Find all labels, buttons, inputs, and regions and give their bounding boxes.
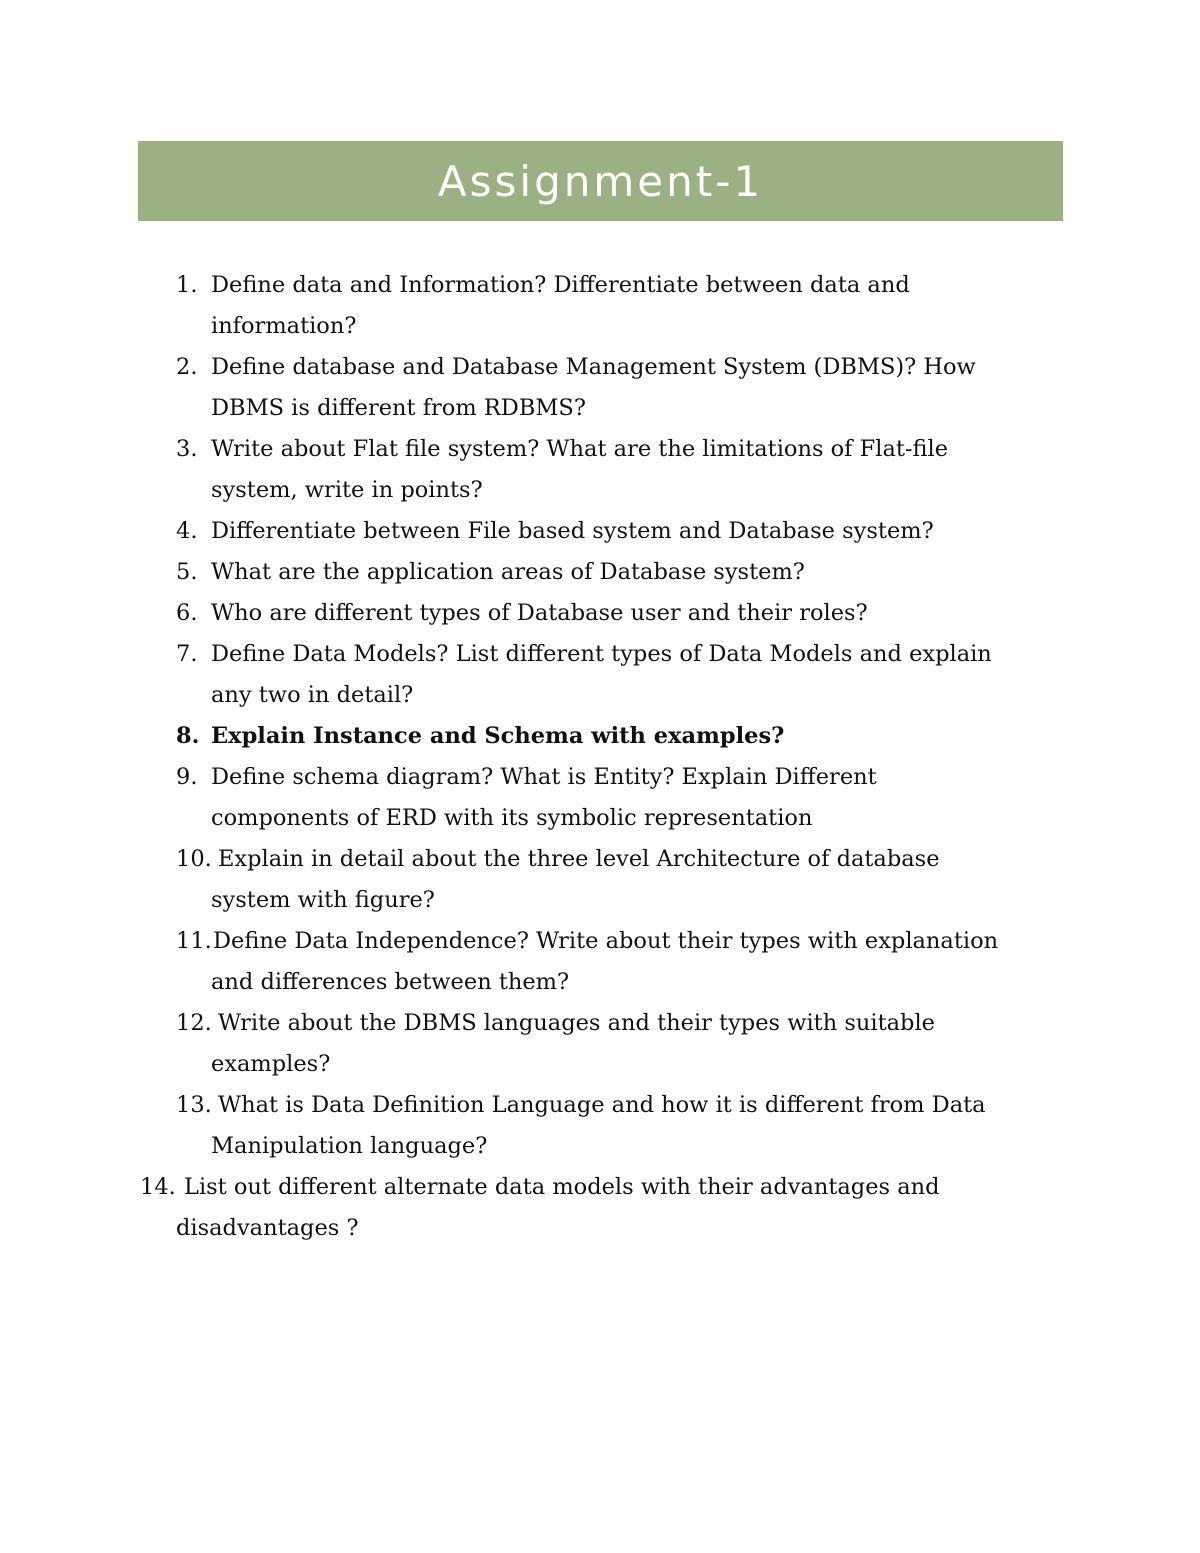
question-number: 11. bbox=[176, 928, 212, 954]
question-number: 9. bbox=[176, 764, 198, 790]
question-item-6 bbox=[0, 593, 1200, 634]
question-number: 1. bbox=[176, 272, 198, 298]
question-item-10 bbox=[0, 839, 1200, 921]
question-text: components of ERD with its symbolic representation bbox=[211, 805, 813, 831]
question-text: What are the application areas of Database system? bbox=[211, 559, 805, 585]
title-banner bbox=[138, 141, 1063, 221]
question-text: Define Data Models? List different types of Data Models and explain bbox=[211, 641, 992, 667]
question-number: 13. bbox=[176, 1092, 212, 1118]
question-text: Explain in detail about the three level Architecture of database bbox=[218, 846, 940, 872]
question-text: Who are different types of Database user and their roles? bbox=[211, 600, 868, 626]
question-text: Define Data Independence? Write about their types with explanation bbox=[213, 928, 999, 954]
page-title: Assignment-1 bbox=[437, 156, 764, 206]
question-text: any two in detail? bbox=[211, 682, 414, 708]
question-text: examples? bbox=[211, 1051, 331, 1077]
question-text: disadvantages ? bbox=[176, 1215, 359, 1241]
question-text: Define database and Database Management System (DBMS)? How bbox=[211, 354, 976, 380]
question-text: What is Data Definition Language and how it is different from Data bbox=[218, 1092, 986, 1118]
question-item-4 bbox=[0, 511, 1200, 552]
question-item-1 bbox=[0, 265, 1200, 347]
question-text: Explain Instance and Schema with examples? bbox=[211, 723, 785, 749]
question-text: List out different alternate data models with their advantages and bbox=[184, 1174, 940, 1200]
question-text: DBMS is different from RDBMS? bbox=[211, 395, 586, 421]
question-text: and differences between them? bbox=[211, 969, 570, 995]
question-list bbox=[0, 265, 1200, 1249]
question-number: 10. bbox=[176, 846, 212, 872]
question-number: 12. bbox=[176, 1010, 212, 1036]
question-number: 2. bbox=[176, 354, 198, 380]
question-number: 3. bbox=[176, 436, 198, 462]
question-item-12 bbox=[0, 1003, 1200, 1085]
question-item-14 bbox=[0, 1167, 1200, 1249]
question-number: 5. bbox=[176, 559, 198, 585]
question-number: 7. bbox=[176, 641, 198, 667]
question-item-11 bbox=[0, 921, 1200, 1003]
question-text: Define data and Information? Differentiate between data and bbox=[211, 272, 910, 298]
question-item-9 bbox=[0, 757, 1200, 839]
question-text: information? bbox=[211, 313, 357, 339]
question-item-8 bbox=[0, 716, 1200, 757]
question-item-13 bbox=[0, 1085, 1200, 1167]
question-text: Write about the DBMS languages and their types with suitable bbox=[218, 1010, 935, 1036]
question-text: Differentiate between File based system and Database system? bbox=[211, 518, 934, 544]
question-text: Write about Flat file system? What are the limitations of Flat-file bbox=[211, 436, 949, 462]
question-text: system with figure? bbox=[211, 887, 435, 913]
question-text: system, write in points? bbox=[211, 477, 483, 503]
question-number: 6. bbox=[176, 600, 198, 626]
question-number: 8. bbox=[176, 723, 200, 749]
question-item-2 bbox=[0, 347, 1200, 429]
question-item-3 bbox=[0, 429, 1200, 511]
question-text: Define schema diagram? What is Entity? Explain Different bbox=[211, 764, 877, 790]
question-number: 4. bbox=[176, 518, 198, 544]
question-item-5 bbox=[0, 552, 1200, 593]
question-number: 14. bbox=[140, 1174, 176, 1200]
question-text: Manipulation language? bbox=[211, 1133, 488, 1159]
question-item-7 bbox=[0, 634, 1200, 716]
